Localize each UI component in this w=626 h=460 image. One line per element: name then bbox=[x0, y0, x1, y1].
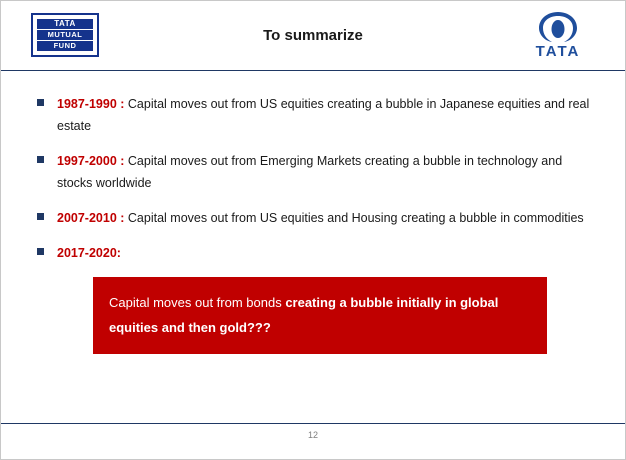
bullet-marker-icon bbox=[37, 156, 44, 163]
tata-group-logo bbox=[519, 11, 597, 61]
callout-normal-text: Capital moves out from bonds bbox=[109, 295, 286, 310]
bullet-text bbox=[57, 207, 584, 229]
logo-line-mutual: MUTUAL bbox=[37, 30, 93, 40]
slide-content bbox=[1, 71, 625, 423]
bullet-text bbox=[57, 93, 595, 137]
tata-emblem-icon bbox=[538, 11, 578, 43]
bullet-body: Capital moves out from Emerging Markets creating a bubble in technology and stocks worldwide bbox=[57, 154, 563, 190]
bullet-marker-icon bbox=[37, 213, 44, 220]
list-item bbox=[31, 93, 595, 137]
bullet-years: 2007-2010 : bbox=[57, 211, 125, 225]
bullet-marker-icon bbox=[37, 99, 44, 106]
slide-footer bbox=[1, 423, 625, 459]
bullet-body: Capital moves out from US equities and Housing creating a bubble in commodities bbox=[124, 211, 584, 225]
logo-line-fund: FUND bbox=[37, 41, 93, 51]
tata-wordmark: TATA bbox=[535, 43, 581, 60]
bullet-years: 1997-2000 : bbox=[57, 154, 125, 168]
page-number: 12 bbox=[307, 430, 318, 440]
bullet-years: 2017-2020: bbox=[57, 246, 121, 260]
page-title: To summarize bbox=[263, 27, 363, 44]
bullet-marker-icon bbox=[37, 248, 44, 255]
slide-header bbox=[1, 1, 625, 71]
bullet-text bbox=[57, 242, 121, 264]
list-item bbox=[31, 207, 595, 229]
callout-bold-text: creating a bubble initially in global equities and then gold??? bbox=[109, 295, 499, 335]
bullet-text bbox=[57, 150, 595, 194]
logo-line-tata: TATA bbox=[37, 19, 93, 29]
list-item bbox=[31, 242, 595, 264]
callout-text bbox=[109, 290, 531, 340]
bullet-body: Capital moves out from US equities creating a bubble in Japanese equities and real estate bbox=[57, 97, 590, 133]
bullet-years: 1987-1990 : bbox=[57, 97, 125, 111]
callout-box bbox=[93, 277, 547, 354]
list-item bbox=[31, 150, 595, 194]
